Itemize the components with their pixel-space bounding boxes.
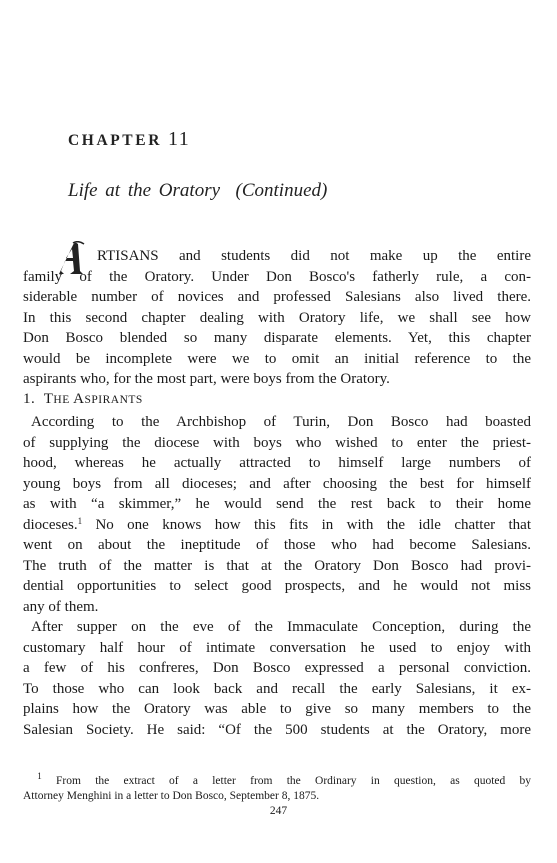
- footnote-line: [23, 771, 531, 789]
- text-line: any of them.: [23, 598, 99, 615]
- text-line: hood, whereas he actually attracted to himself large numbers of: [23, 455, 531, 471]
- section-title-word1: HE: [53, 394, 74, 406]
- section-title-initial: T: [43, 391, 54, 407]
- text-line: dential opportunities to select good prospects, and he would not miss: [23, 578, 531, 594]
- chapter-label: CHAPTER: [68, 132, 162, 149]
- text-fragment: dioceses.: [23, 516, 78, 533]
- text-line: aspirants who, for the most part, were boys from the Oratory.: [23, 371, 390, 387]
- section-title-initial: A: [73, 391, 85, 407]
- text-fragment: No one knows how this fits in with the idle chatter that: [82, 516, 531, 533]
- text-line: a few of his confreres, Don Bosco expressed a personal conviction.: [23, 660, 531, 676]
- footnote-marker: 1: [37, 771, 42, 781]
- text-line: went on about the ineptitude of those who had become Salesians.: [23, 537, 531, 553]
- text-line: According to the Archbishop of Turin, Don Bosco had boasted: [31, 414, 531, 430]
- footnote-text: From the extract of a letter from the Ordinary in question, as quoted by: [41, 775, 531, 787]
- section-heading: [23, 391, 143, 408]
- chapter-heading: [68, 128, 190, 151]
- chapter-title-sub: (Continued): [235, 180, 328, 201]
- text-line: of supplying the diocese with boys who wished to enter the priest-: [23, 434, 531, 451]
- section-number: 1.: [23, 391, 36, 407]
- chapter-title: [68, 180, 327, 202]
- text-line: customary half hour of intimate conversation he used to enjoy with: [23, 639, 531, 656]
- text-line: siderable number of novices and professed Salesians also lived there.: [23, 289, 531, 305]
- text-line: Salesian Society. He said: “Of the 500 students at the Oratory, more: [23, 721, 531, 738]
- text-line: To those who can look back and recall the early Salesians, it ex-: [23, 680, 531, 697]
- text-line: plains how the Oratory was able to give so many members to the: [23, 701, 531, 717]
- text-line: as with “a skimmer,” he would send the rest back to their home: [23, 496, 531, 512]
- text-line: Don Bosco blended so many disparate elements. Yet, this chapter: [23, 330, 531, 346]
- footnote-line: Attorney Menghini in a letter to Don Bosco, September 8, 1875.: [23, 790, 320, 802]
- opening-paragraph: [23, 246, 531, 390]
- section-title-word2: SPIRANTS: [84, 394, 143, 406]
- page-number: 247: [269, 805, 288, 817]
- chapter-title-main: Life at the Oratory: [68, 180, 221, 201]
- text-line: young boys from all dioceses; and after choosing the best for himself: [23, 475, 531, 492]
- section-body: [23, 412, 531, 740]
- chapter-number: 11: [167, 128, 191, 150]
- text-line: In this second chapter dealing with Oratory life, we shall see how: [23, 309, 531, 326]
- text-line-with-footnote: [23, 515, 531, 536]
- text-line: RTISANS and students did not make up the entire: [97, 248, 531, 264]
- text-line: After supper on the eve of the Immaculate Conception, during the: [31, 619, 531, 635]
- footnote: [23, 771, 531, 804]
- footnote-ref[interactable]: 1: [77, 515, 83, 526]
- text-line: family of the Oratory. Under Don Bosco's fatherly rule, a con-: [23, 268, 531, 285]
- text-line: The truth of the matter is that at the Oratory Don Bosco had provi-: [23, 557, 531, 574]
- text-line: would be incomplete were we to omit an initial reference to the: [23, 350, 531, 367]
